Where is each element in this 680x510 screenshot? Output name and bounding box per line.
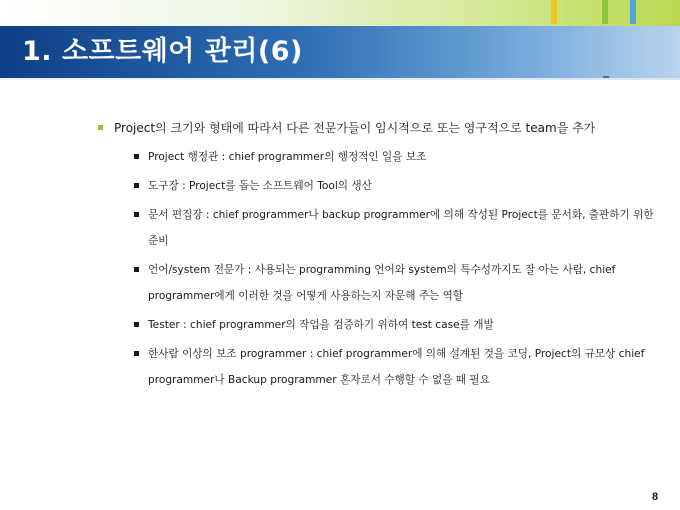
sub-bullet-list bbox=[98, 144, 658, 393]
sub-bullet-assistant-programmer bbox=[98, 341, 658, 393]
slide-title: 1. 소프트웨어 관리(6) bbox=[22, 36, 303, 67]
square-bullet-icon bbox=[134, 154, 139, 159]
slide-content bbox=[98, 115, 658, 393]
main-bullet-text: Project의 크기와 형태에 따라서 다른 전문가들이 임시적으로 또는 영구적으로 team을 추가 bbox=[114, 121, 596, 135]
sub-bullet-text: 한사람 이상의 보조 programmer : chief programmer에 의해 설계된 것을 코딩, Project의 규모상 chief programmer나 Backup programmer 혼자로서 수행할 수 없을 때 필요 bbox=[148, 348, 645, 386]
title-divider bbox=[0, 78, 680, 80]
square-bullet-icon bbox=[134, 322, 139, 327]
sub-bullet-text: Tester : chief programmer의 작업을 검증하기 위하여 test case를 개발 bbox=[148, 319, 494, 331]
sub-bullet-tester bbox=[98, 312, 658, 338]
sub-bullet-text: 언어/system 전문가 : 사용되는 programming 언어와 system의 특수성까지도 잘 아는 사람, chief programmer에게 이러한 것을 어떻게 사용하는지 자문해 주는 역할 bbox=[148, 264, 616, 302]
square-bullet-icon bbox=[134, 267, 139, 272]
square-bullet-icon bbox=[134, 183, 139, 188]
sub-bullet-toolsmith bbox=[98, 173, 658, 199]
square-bullet-icon bbox=[134, 212, 139, 217]
accent-square-yellow bbox=[551, 0, 557, 24]
sub-bullet-language-expert bbox=[98, 257, 658, 309]
page-number: 8 bbox=[652, 491, 659, 503]
title-mark bbox=[603, 76, 609, 78]
accent-square-blue bbox=[630, 0, 636, 24]
main-bullet bbox=[98, 115, 658, 141]
sub-bullet-text: Project 행정관 : chief programmer의 행정적인 일을 보조 bbox=[148, 151, 427, 163]
top-gradient-strip bbox=[0, 0, 680, 26]
sub-bullet-text: 도구장 : Project를 돕는 소프트웨어 Tool의 생산 bbox=[148, 180, 372, 192]
sub-bullet-project-admin bbox=[98, 144, 658, 170]
square-bullet-icon bbox=[134, 351, 139, 356]
sub-bullet-text: 문서 편집장 : chief programmer나 backup programmer에 의해 작성된 Project를 문서화, 출판하기 위한 준비 bbox=[148, 209, 654, 247]
sub-bullet-editor bbox=[98, 202, 658, 254]
square-bullet-icon bbox=[98, 125, 103, 130]
accent-square-green bbox=[602, 0, 608, 24]
